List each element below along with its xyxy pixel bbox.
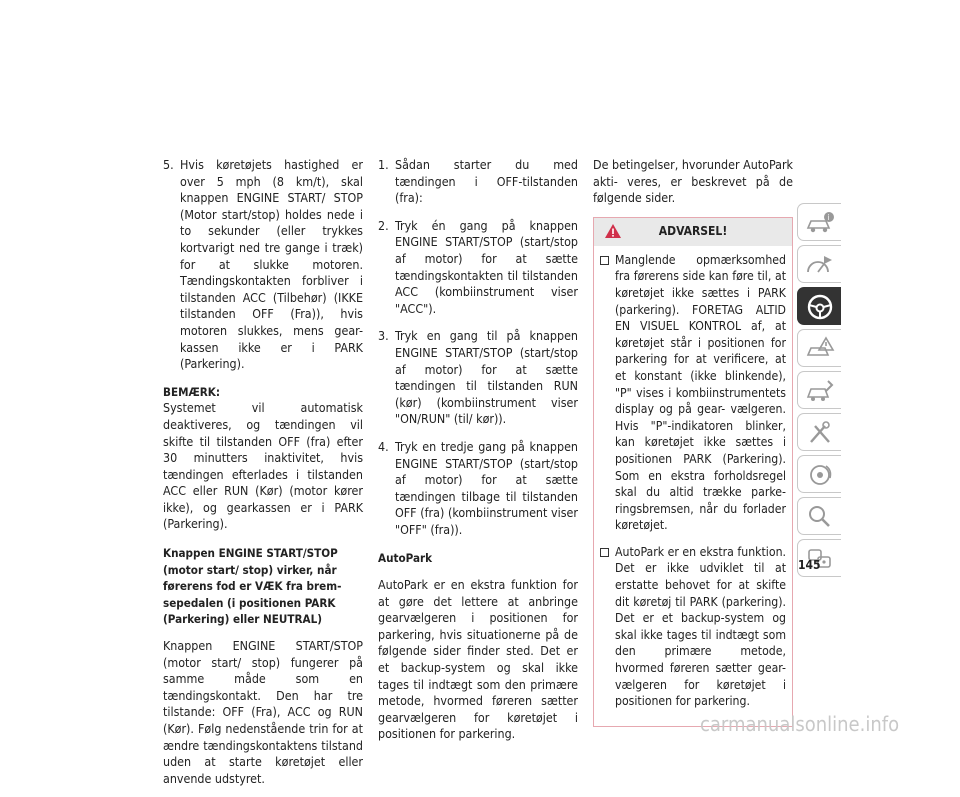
- warning-title: ADVARSEL!: [658, 224, 728, 239]
- steering-wheel-icon: [804, 292, 836, 322]
- list-text: Tryk en tredje gang på knappen ENGINE START/STOP (start/stop af motor) for at sætte tændingen tilbage til tilstanden OFF (fra) (kombiinstrument viser "OFF" (fra)).: [395, 438, 578, 537]
- column-middle: [378, 157, 578, 753]
- list-item: [163, 157, 363, 373]
- column-left: [163, 157, 363, 797]
- car-info-icon: [804, 208, 836, 238]
- intro-paragraph: De betingelser, hvorunder AutoPark akti- veres, er beskrevet på de følgende sider.: [593, 157, 793, 206]
- warning-item-text: Manglende opmærksomhed fra førerens side kan føre til, at køretøjet ikke sættes i PARK (parkering). FORETAG ALTID EN VISUEL KONTROL af, at køretøjet står i positionen for parkering for at verificere, at et konstant (ikke blinkende), "P" vises i kombiinstrumentets display og på gear- vælgeren. Hvis "P"-indikatoren blinker, kan køretøjet ikke sættes i positionen PARK (Parkering). Som en ekstra forholdsregel skal du altid trække parke- ringsbremsen, når du forlader køretøjet.: [615, 252, 786, 533]
- warning-box: [593, 217, 793, 727]
- autopark-heading: AutoPark: [378, 551, 433, 566]
- warning-body: [594, 246, 792, 726]
- tab-emergency[interactable]: [797, 329, 841, 367]
- list-number: 3.: [378, 328, 389, 344]
- list-item: [378, 328, 578, 428]
- search-icon: [804, 502, 836, 532]
- watermark: carmanualsonline.info: [700, 712, 900, 736]
- warning-item-text: AutoPark er en ekstra funktion. Det er ikke udviklet til at erstatte behovet for at skifte dit køretøj til PARK (parkering). Det er et backup-system og skal ikke tages til indtægt som den primære metode, hvormed føreren sætter gear- vælgeren for køretøjet i positionen for parkering.: [615, 544, 786, 709]
- multimedia-icon: [804, 460, 836, 490]
- tab-service[interactable]: [797, 371, 841, 409]
- body-paragraph: Knappen ENGINE START/STOP (motor start/ stop) fungerer på samme måde som en tændingskontakt. Den har tre tilstande: OFF (Fra), ACC og RUN (Kør). Følg nedenstående trin for at ændre tændingskontaktens tilstand uden at starte køretøjet eller anvende udstyret.: [163, 638, 363, 786]
- tab-multimedia[interactable]: [797, 455, 841, 493]
- list-text: Tryk en gang til på knappen ENGINE START/STOP (start/stop af motor) for at sætte tændingen til tilstanden RUN (kør) (kombiinstrument viser "ON/RUN" (til/ kør)).: [395, 328, 578, 427]
- car-service-icon: [804, 376, 836, 406]
- note-text: Systemet vil automatisk deaktiveres, og tændingen vil skifte til tilstanden OFF (fra) efter 30 minutters inaktivitet, hvis tændingen efterlades i tilstanden ACC eller RUN (Kør) (motor kører ikke), og gearkassen er i PARK (Parkering).: [163, 400, 363, 532]
- autopark-paragraph: AutoPark er en ekstra funktion for at gøre det lettere at anbringe gearvælgeren i positionen for parkering, hvis situationerne på de følgende sider finder sted. Det er et backup-system og skal ikke tages til indtægt som den primære metode, hvormed føreren sætter gearvælgeren for køretøjet i positionen for parkering.: [378, 577, 578, 742]
- list-item: [378, 439, 578, 539]
- warning-item: [600, 544, 786, 710]
- list-number: 1.: [378, 157, 389, 172]
- car-warning-icon: [804, 334, 836, 364]
- tab-search[interactable]: [797, 497, 841, 535]
- list-number: 2.: [378, 217, 389, 233]
- tools-icon: [804, 418, 836, 448]
- section-subheading: Knappen ENGINE START/STOP (motor start/ stop) virker, når førerens fod er VÆK fra brem- sepedalen (i positionen PARK (Parkering) eller NEUTRAL): [163, 546, 342, 627]
- list-number: 5.: [163, 157, 174, 172]
- warning-header: [594, 218, 792, 246]
- car-dashboard-icon: [804, 250, 836, 280]
- svg-text:i: i: [827, 213, 830, 222]
- bullet-square-icon: [600, 548, 609, 557]
- list-number: 4.: [378, 438, 389, 454]
- list-text: Tryk én gang på knappen ENGINE START/STOP (start/stop af motor) for at sætte tændingskontakten til tilstanden ACC (kombiinstrument viser "ACC").: [395, 217, 578, 316]
- list-item: [378, 218, 578, 318]
- bullet-square-icon: [600, 256, 609, 265]
- page-number: 145: [798, 558, 821, 572]
- tab-dashboard[interactable]: [797, 245, 841, 283]
- note-title: BEMÆRK:: [163, 384, 221, 399]
- list-text: Sådan starter du med tændingen i OFF-tilstanden (fra):: [395, 157, 578, 206]
- list-item: [378, 157, 578, 207]
- tab-tools[interactable]: [797, 413, 841, 451]
- tab-car-info[interactable]: [797, 203, 841, 241]
- column-right: [593, 157, 793, 727]
- warning-triangle-icon: [604, 223, 622, 239]
- warning-item: [600, 252, 786, 534]
- tab-starting-driving[interactable]: [797, 287, 841, 325]
- list-text: Hvis køretøjets hastighed er over 5 mph (8 km/t), skal knappen ENGINE START/ STOP (Motor start/stop) holdes nede i to sekunder (eller trykkes kortvarigt ned tre gange i træk) for at slukke motoren. Tændingskontakten forbliver i tilstanden ACC (Tilbehør) (IKKE tilstanden OFF (Fra)), hvis motoren slukkes, mens gear- kassen ikke er i PARK (Parkering).: [180, 157, 363, 372]
